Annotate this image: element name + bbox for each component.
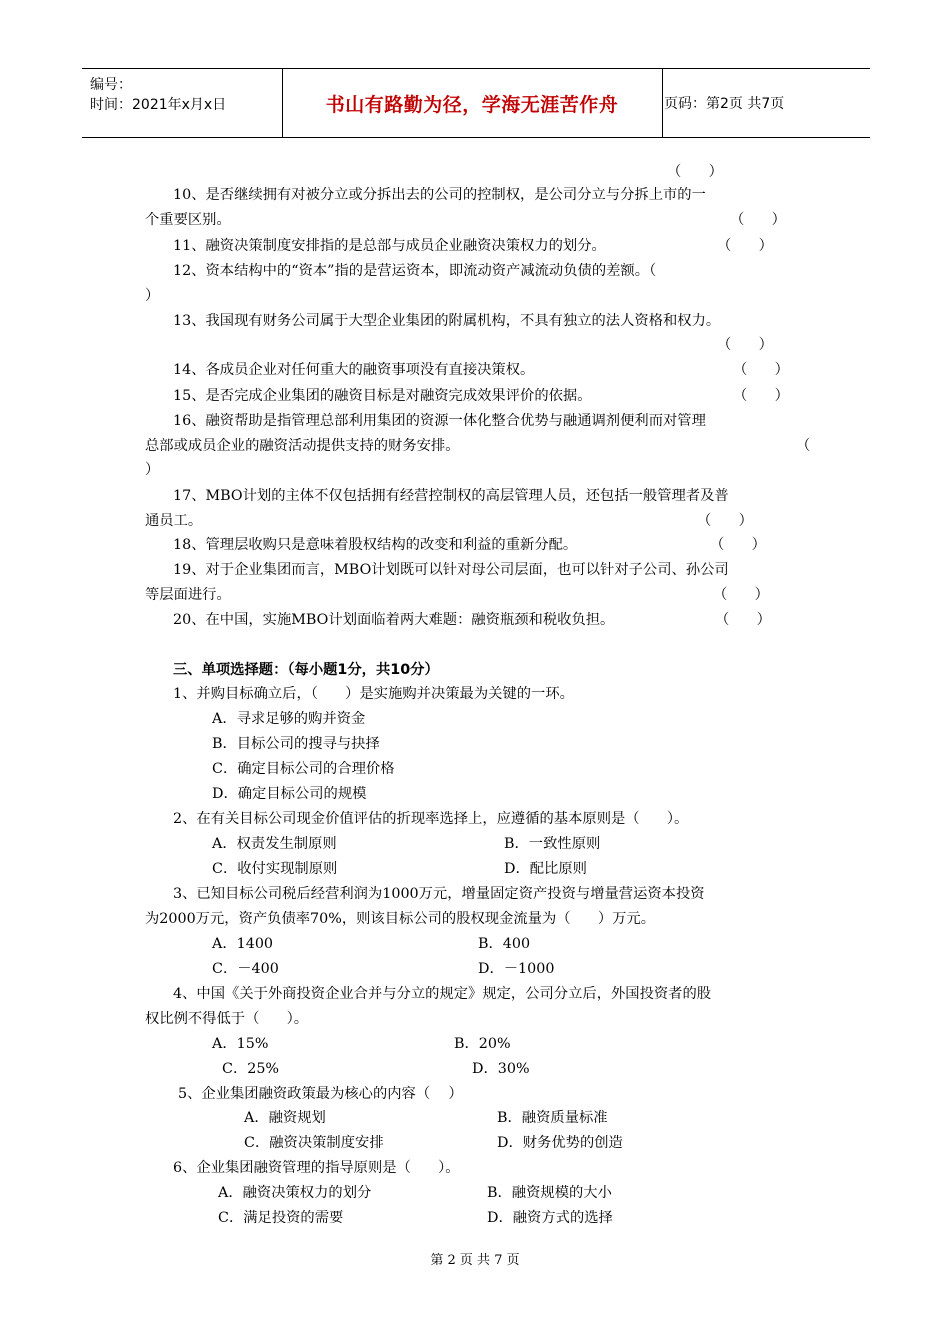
question-17: 17、MBO计划的主体不仅包括拥有经营控制权的高层管理人员，还包括一般管理者及普 — [173, 488, 729, 504]
mc-option: D．30% — [472, 1061, 530, 1077]
page-footer: 第 2 页 共 7 页 — [430, 1253, 520, 1268]
mc-option: A．融资决策权力的划分 — [218, 1185, 372, 1201]
time-label: 时间：2021年x月x日 — [90, 97, 227, 113]
mc-option: D．财务优势的创造 — [497, 1135, 623, 1151]
answer-bracket: （ ） — [730, 212, 786, 228]
mc-question-4: 4、中国《关于外商投资企业合并与分立的规定》规定，公司分立后，外国投资者的股 — [173, 986, 712, 1002]
question-10: 10、是否继续拥有对被分立或分拆出去的公司的控制权，是公司分立与分拆上市的一 — [173, 187, 706, 203]
mc-option: D．融资方式的选择 — [487, 1210, 613, 1226]
mc-option: B．目标公司的搜寻与抉择 — [212, 736, 380, 752]
mc-question-1: 1、并购目标确立后，（ ）是实施购并决策最为关键的一环。 — [173, 686, 574, 702]
mc-option: C．收付实现制原则 — [212, 861, 338, 877]
mc-option: A．权责发生制原则 — [212, 836, 337, 852]
answer-bracket: （ — [796, 438, 811, 454]
mc-option: A．融资规划 — [244, 1110, 326, 1126]
mc-question-2: 2、在有关目标公司现金价值评估的折现率选择上，应遵循的基本原则是（ ）。 — [173, 811, 689, 827]
question-12: 12、资本结构中的“资本”指的是营运资本，即流动资产减流动负债的差额。（ — [173, 263, 657, 279]
answer-bracket: （ ） — [717, 238, 773, 254]
answer-bracket: （ ） — [733, 362, 789, 378]
serial-label: 编号： — [90, 77, 132, 93]
answer-bracket: （ ） — [667, 164, 723, 180]
mc-option: B．400 — [478, 936, 531, 952]
header-page-code: 页码：第2页 共7页 — [664, 96, 785, 112]
mc-question-6: 6、企业集团融资管理的指导原则是（ ）。 — [173, 1160, 460, 1176]
answer-bracket: （ ） — [710, 537, 766, 553]
mc-option: C．25% — [222, 1061, 280, 1077]
question-15: 15、是否完成企业集团的融资目标是对融资完成效果评价的依据。 — [173, 388, 592, 404]
question-14: 14、各成员企业对任何重大的融资事项没有直接决策权。 — [173, 362, 535, 378]
question-13: 13、我国现有财务公司属于大型企业集团的附属机构，不具有独立的法人资格和权力。 — [173, 313, 721, 329]
mc-option: B．融资规模的大小 — [487, 1185, 612, 1201]
question-11: 11、融资决策制度安排指的是总部与成员企业融资决策权力的划分。 — [173, 238, 606, 254]
mc-option: B．20% — [454, 1036, 511, 1052]
mc-option: C．融资决策制度安排 — [244, 1135, 384, 1151]
mc-option: B．融资质量标准 — [497, 1110, 608, 1126]
header-meta — [90, 75, 226, 115]
mc-option: A．15% — [212, 1036, 269, 1052]
answer-bracket: （ ） — [733, 388, 789, 404]
mc-option: D．确定目标公司的规模 — [212, 786, 367, 802]
answer-bracket: ） — [145, 288, 160, 304]
section-heading: 三、单项选择题：（每小题1分，共10分） — [173, 662, 439, 678]
answer-bracket: （ ） — [717, 337, 773, 353]
mc-option: D．－1000 — [478, 961, 555, 977]
mc-option: C．确定目标公司的合理价格 — [212, 761, 395, 777]
question-16-cont: 总部或成员企业的融资活动提供支持的财务安排。 — [145, 438, 460, 454]
mc-option: A．1400 — [212, 936, 274, 952]
answer-bracket: （ ） — [713, 587, 769, 603]
mc-option: A．寻求足够的购并资金 — [212, 711, 366, 727]
header-motto: 书山有路勤为径，学海无涯苦作舟 — [325, 93, 619, 116]
mc-option: B．一致性原则 — [504, 836, 601, 852]
page-header — [82, 68, 870, 138]
mc-option: D．配比原则 — [504, 861, 587, 877]
mc-question-3-cont: 为2000万元，资产负债率70%，则该目标公司的股权现金流量为（ ）万元。 — [145, 911, 656, 927]
mc-question-5: 5、企业集团融资政策最为核心的内容（ ） — [178, 1086, 463, 1102]
answer-bracket: ） — [145, 462, 160, 478]
mc-option: C．满足投资的需要 — [218, 1210, 344, 1226]
answer-bracket: （ ） — [697, 513, 753, 529]
mc-option: C．－400 — [212, 961, 279, 977]
question-20: 20、在中国，实施MBO计划面临着两大难题：融资瓶颈和税收负担。 — [173, 612, 615, 628]
mc-question-4-cont: 权比例不得低于（ ）。 — [145, 1011, 309, 1027]
question-19-cont: 等层面进行。 — [145, 587, 231, 603]
answer-bracket: （ ） — [715, 612, 771, 628]
question-10-cont: 个重要区别。 — [145, 212, 231, 228]
question-18: 18、管理层收购只是意味着股权结构的改变和利益的重新分配。 — [173, 537, 578, 553]
question-16: 16、融资帮助是指管理总部利用集团的资源一体化整合优势与融通调剂便利而对管理 — [173, 413, 706, 429]
header-divider — [662, 69, 663, 137]
mc-question-3: 3、已知目标公司税后经营利润为1000万元，增量固定资产投资与增量营运资本投资 — [173, 886, 705, 902]
question-19: 19、对于企业集团而言，MBO计划既可以针对母公司层面，也可以针对子公司、孙公司 — [173, 562, 729, 578]
question-17-cont: 通员工。 — [145, 513, 203, 529]
